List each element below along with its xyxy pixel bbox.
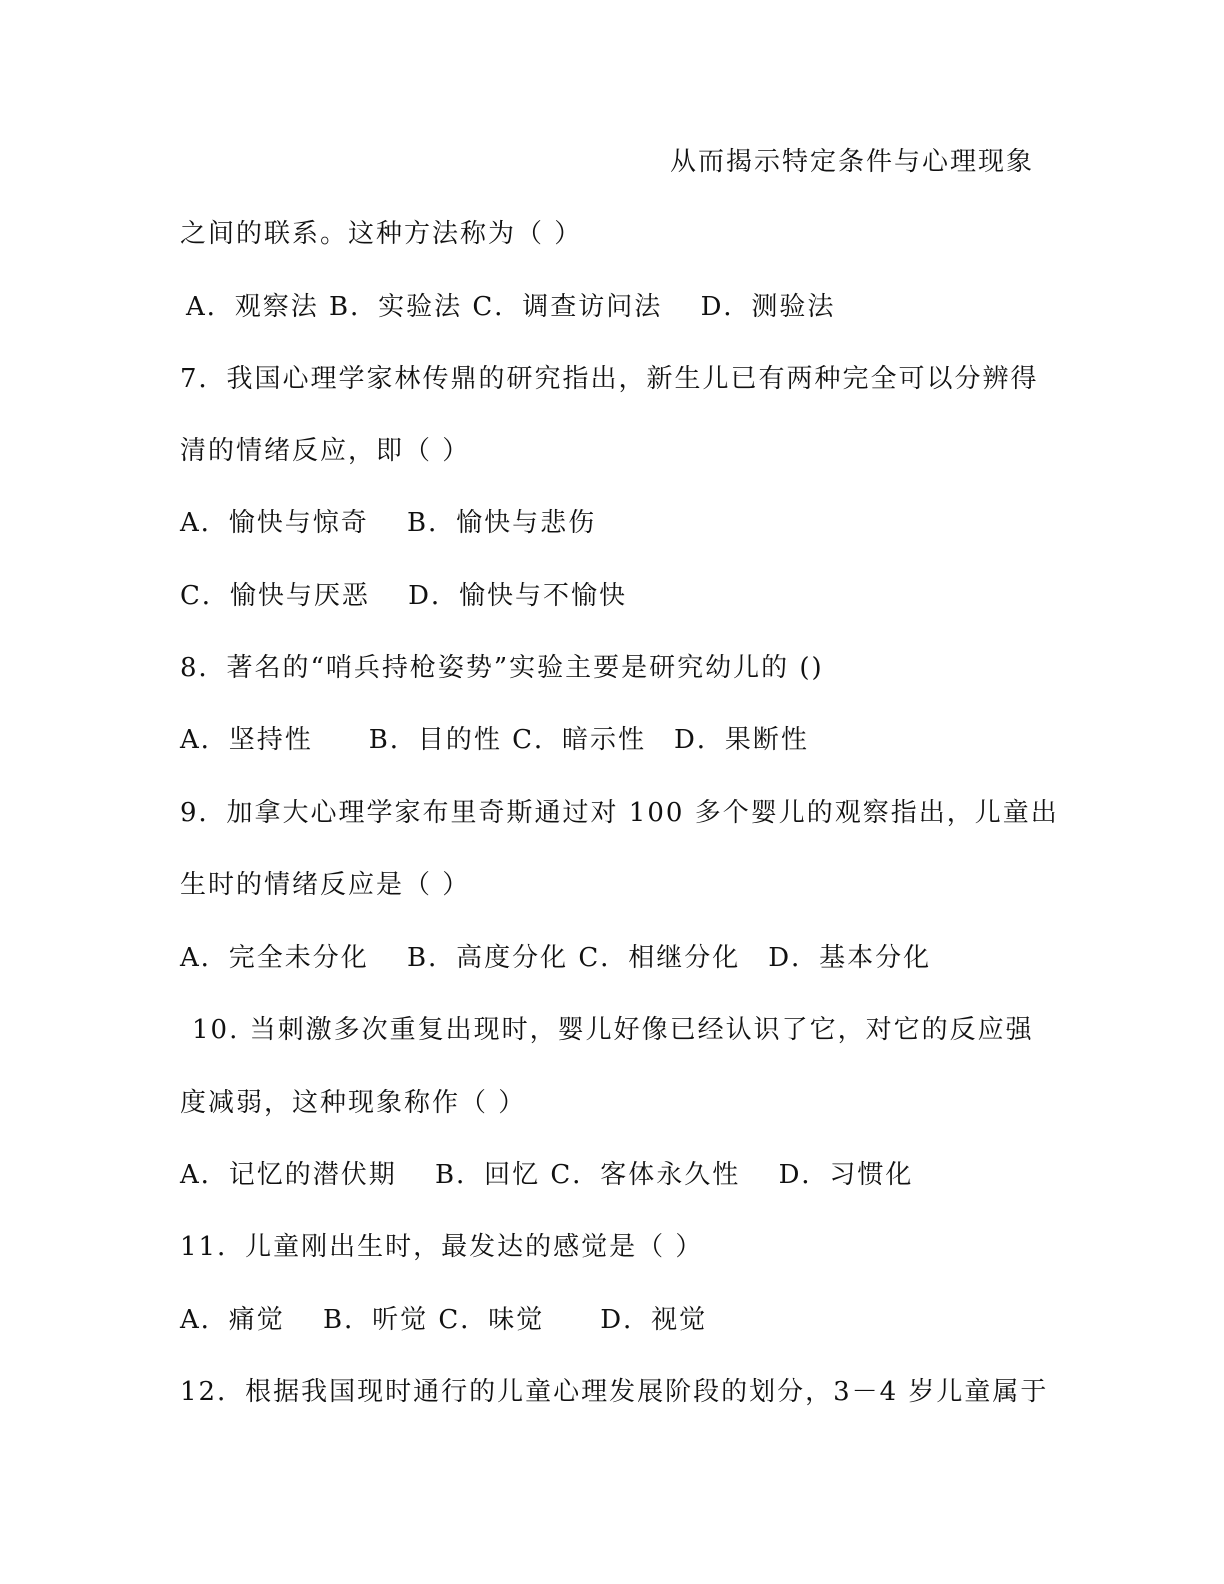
text-line: 从而揭示特定条件与心理现象 bbox=[669, 147, 1034, 177]
question-11-options: A．痛觉 B．听觉 C．味觉 D．视觉 bbox=[180, 1305, 708, 1335]
text-line: 度减弱，这种现象称作（ ） bbox=[180, 1088, 527, 1118]
question-9: 9．加拿大心理学家布里奇斯通过对 100 多个婴儿的观察指出，儿童出 bbox=[180, 798, 1059, 828]
question-8: 8．著名的“哨兵持枪姿势”实验主要是研究幼儿的 () bbox=[180, 653, 824, 683]
question-9-options: A．完全未分化 B．高度分化 C．相继分化 D．基本分化 bbox=[180, 943, 932, 973]
question-10-options: A．记忆的潜伏期 B．回忆 C．客体永久性 D．习惯化 bbox=[180, 1160, 914, 1190]
question-10: 10. 当刺激多次重复出现时，婴儿好像已经认识了它，对它的反应强 bbox=[192, 1015, 1034, 1045]
text-line: 清的情绪反应，即（ ） bbox=[180, 436, 471, 466]
question-8-options: A．坚持性 B．目的性 C．暗示性 D．果断性 bbox=[180, 725, 809, 755]
text-line: 之间的联系。这种方法称为（ ） bbox=[180, 219, 583, 249]
question-7-options-a-b: A．愉快与惊奇 B．愉快与悲伤 bbox=[180, 508, 597, 538]
question-11: 11．儿童刚出生时，最发达的感觉是（ ） bbox=[180, 1232, 704, 1262]
text-line: 生时的情绪反应是（ ） bbox=[180, 870, 471, 900]
question-6-options: A．观察法 B．实验法 C．调查访问法 D．测验法 bbox=[186, 292, 836, 322]
question-7-options-c-d: C．愉快与厌恶 D．愉快与不愉快 bbox=[180, 581, 628, 611]
question-7: 7．我国心理学家林传鼎的研究指出，新生儿已有两种完全可以分辨得 bbox=[180, 364, 1039, 394]
question-12: 12．根据我国现时通行的儿童心理发展阶段的划分，3－4 岁儿童属于 bbox=[180, 1377, 1049, 1407]
